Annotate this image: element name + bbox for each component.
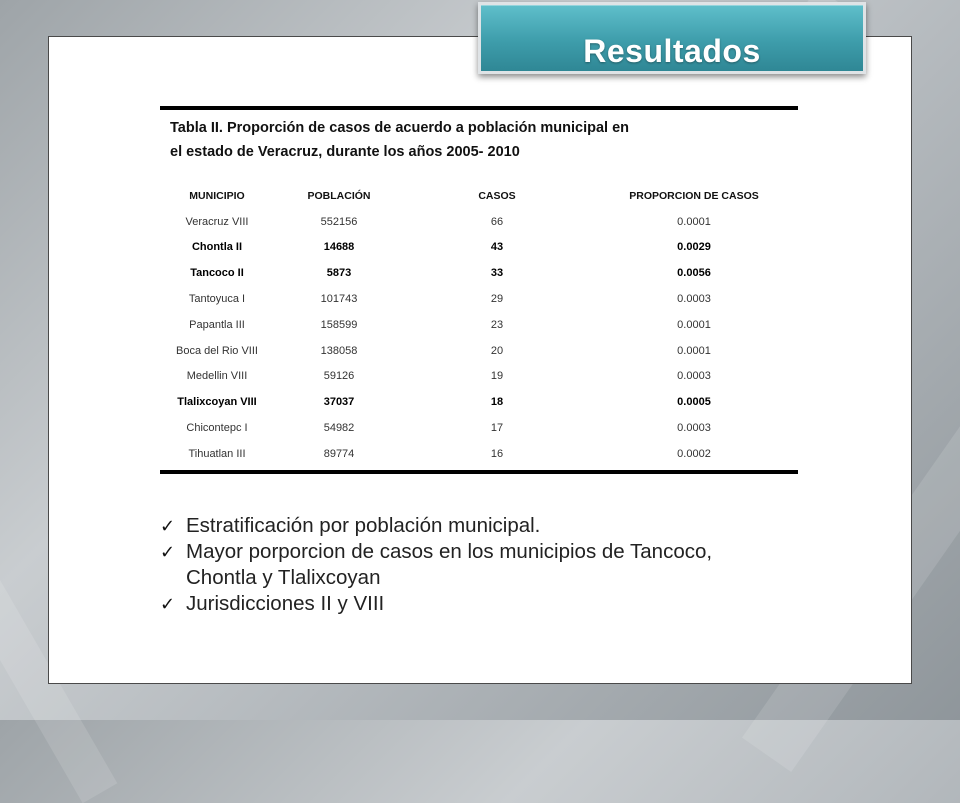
cell-poblacion: 37037 bbox=[323, 396, 355, 409]
cell-municipio: Medellin VIII bbox=[186, 370, 248, 383]
cell-casos: 33 bbox=[490, 267, 504, 280]
table-row bbox=[160, 286, 798, 312]
table-row bbox=[160, 312, 798, 338]
cell-casos: 20 bbox=[490, 344, 504, 357]
cell-poblacion: 552156 bbox=[320, 215, 358, 228]
cell-casos: 66 bbox=[490, 215, 504, 228]
bullet-text: Mayor porporcion de casos en los municipios de Tancoco, Chontla y Tlalixcoyan bbox=[186, 540, 713, 589]
slide-title: Resultados bbox=[583, 32, 761, 69]
table-row bbox=[160, 209, 798, 235]
table-row bbox=[160, 235, 798, 261]
cell-proporcion: 0.0003 bbox=[677, 370, 711, 383]
cell-casos: 17 bbox=[490, 422, 504, 435]
cell-proporcion: 0.0029 bbox=[677, 241, 711, 254]
bullet-item bbox=[160, 539, 760, 591]
checkmark-icon: ✓ bbox=[160, 594, 176, 614]
cell-municipio: Chicontepc I bbox=[186, 422, 248, 435]
cell-poblacion: 5873 bbox=[326, 267, 352, 280]
cell-proporcion: 0.0003 bbox=[677, 293, 711, 306]
cell-municipio: Tihuatlan III bbox=[188, 447, 246, 460]
cell-proporcion: 0.0005 bbox=[677, 396, 711, 409]
bullet-item bbox=[160, 591, 760, 617]
table-row bbox=[160, 260, 798, 286]
cell-municipio: Tantoyuca I bbox=[188, 293, 246, 306]
cell-proporcion: 0.0003 bbox=[677, 422, 711, 435]
table-header-row bbox=[160, 183, 798, 209]
cell-municipio: Papantla III bbox=[189, 318, 245, 331]
table-row bbox=[160, 338, 798, 364]
cell-proporcion: 0.0056 bbox=[677, 267, 711, 280]
cell-proporcion: 0.0001 bbox=[677, 215, 711, 228]
cell-municipio: Chontla II bbox=[191, 241, 243, 254]
table-body bbox=[160, 209, 798, 467]
cell-poblacion: 14688 bbox=[323, 241, 355, 254]
checkmark-icon: ✓ bbox=[160, 516, 176, 536]
table-row bbox=[160, 415, 798, 441]
bullet-text: Estratificación por población municipal. bbox=[186, 514, 541, 537]
header-municipio: MUNICIPIO bbox=[189, 189, 245, 202]
checkmark-icon: ✓ bbox=[160, 542, 176, 562]
table-row bbox=[160, 441, 798, 467]
cell-poblacion: 54982 bbox=[323, 422, 355, 435]
bullet-text: Jurisdicciones II y VIII bbox=[186, 592, 385, 615]
cell-casos: 29 bbox=[490, 293, 504, 306]
cell-casos: 23 bbox=[490, 318, 504, 331]
table-caption: Tabla II. Proporción de casos de acuerdo a población municipal en el estado de Veracruz, durante los años 2005- 2010 bbox=[170, 120, 630, 160]
header-poblacion: POBLACIÓN bbox=[307, 189, 371, 202]
cell-poblacion: 59126 bbox=[323, 370, 355, 383]
table-top-rule bbox=[160, 106, 798, 110]
table-bottom-rule bbox=[160, 470, 798, 474]
results-table-block bbox=[160, 106, 798, 474]
cell-poblacion: 158599 bbox=[320, 318, 358, 331]
cell-casos: 18 bbox=[490, 396, 504, 409]
cell-poblacion: 101743 bbox=[320, 293, 358, 306]
cell-municipio: Boca del Rio VIII bbox=[176, 344, 258, 357]
cell-casos: 19 bbox=[490, 370, 504, 383]
cell-proporcion: 0.0001 bbox=[677, 344, 711, 357]
table-row bbox=[160, 364, 798, 390]
bullet-item bbox=[160, 513, 760, 539]
cell-casos: 16 bbox=[490, 447, 504, 460]
cell-casos: 43 bbox=[490, 241, 504, 254]
table-row bbox=[160, 389, 798, 415]
cell-municipio: Tancoco II bbox=[190, 267, 244, 280]
header-proporcion: PROPORCION DE CASOS bbox=[629, 189, 759, 202]
cell-poblacion: 138058 bbox=[320, 344, 358, 357]
bullet-list bbox=[160, 513, 760, 617]
header-casos: CASOS bbox=[478, 189, 516, 202]
cell-municipio: Veracruz VIII bbox=[185, 215, 249, 228]
cell-proporcion: 0.0002 bbox=[677, 447, 711, 460]
results-table bbox=[160, 183, 798, 467]
cell-proporcion: 0.0001 bbox=[677, 318, 711, 331]
title-banner bbox=[478, 2, 866, 74]
cell-poblacion: 89774 bbox=[323, 447, 355, 460]
cell-municipio: Tlalixcoyan VIII bbox=[177, 396, 257, 409]
